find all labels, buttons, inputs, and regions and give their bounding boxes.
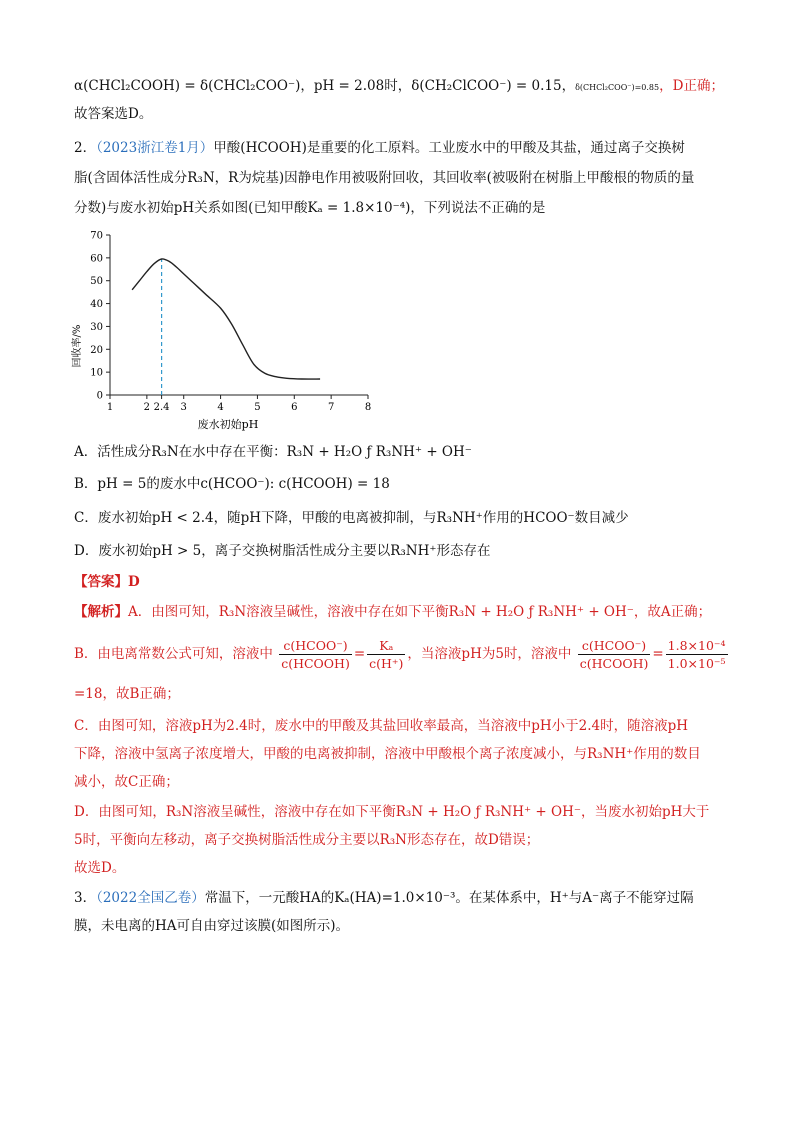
option-a: A．活性成分R₃N在水中存在平衡：R₃N + H₂O ƒ R₃NH⁺ + OH⁻ — [74, 444, 472, 460]
q2-number: 2． — [74, 140, 97, 156]
q2-stem-text1: 甲酸(HCOOH)是重要的化工原料。工业废水中的甲酸及其盐，通过离子交换树 — [213, 140, 685, 156]
x-tick-label: 8 — [364, 402, 372, 413]
prev-conclusion: 故答案选D。 — [74, 106, 153, 122]
x-tick-label: 6 — [291, 402, 298, 413]
y-tick-label: 30 — [90, 321, 103, 333]
q2-source: （2023浙江卷1月） — [96, 140, 214, 156]
explanation-c2: 下降，溶液中氢离子浓度增大，甲酸的电离被抑制，溶液中甲酸根个离子浓度减小，与R₃NH⁺作用的数目 — [74, 746, 701, 762]
option-d: D．废水初始pH > 5，离子交换树脂活性成分主要以R₃NH⁺形态存在 — [74, 543, 491, 559]
chart-axes — [110, 235, 368, 395]
prev-formula-small: δ(CHCl₂COO⁻)=0.85 — [575, 83, 660, 92]
explanation-c3: 减小，故C正确； — [74, 774, 179, 790]
answer-line: 【答案】D — [74, 574, 140, 590]
x-tick-label: 3 — [180, 402, 187, 413]
q3-source: （2022全国乙卷） — [96, 890, 205, 906]
fraction-1 — [279, 637, 352, 672]
x-tick-label: 2.4 — [153, 402, 170, 413]
chart-series — [132, 259, 320, 395]
option-b: B．pH = 5的废水中c(HCOO⁻): c(HCOOH) = 18 — [74, 476, 390, 492]
equals-sign: = — [353, 646, 366, 662]
y-tick-label: 40 — [90, 299, 103, 311]
y-tick-label: 0 — [96, 390, 103, 402]
x-tick-label: 5 — [254, 402, 261, 413]
fraction-2-num: Kₐ — [367, 637, 405, 655]
y-tick-label: 60 — [90, 253, 103, 265]
fraction-1-den: c(HCOOH) — [281, 656, 350, 671]
explanation-b-mid: ，当溶液pH为5时，溶液中 — [407, 646, 572, 662]
fraction-4 — [666, 637, 728, 672]
recovery-rate-chart — [66, 226, 386, 436]
q2-stem-line2: 脂(含固体活性成分R₃N，R为烷基)因静电作用被吸附回收，其回收率(被吸附在树脂上甲酸根的物质的量 — [74, 170, 695, 186]
fraction-4-num: 1.8×10⁻⁴ — [667, 638, 726, 653]
fraction-3 — [578, 637, 651, 672]
prev-d-correct: ，D正确； — [659, 78, 724, 94]
x-tick-label: 4 — [217, 402, 224, 413]
prev-formula-text: α(CHCl₂COOH) = δ(CHCl₂COO⁻)，pH = 2.08时，δ(CH₂ClCOO⁻) = 0.15， — [74, 78, 576, 94]
explanation-b-pre: B．由电离常数公式可知，溶液中 — [74, 646, 273, 662]
explanation-a — [74, 602, 711, 622]
q3-stem-line1 — [74, 888, 694, 908]
explanation-d2: 5时，平衡向左移动，离子交换树脂活性成分主要以R₃N形态存在，故D错误； — [74, 832, 540, 848]
q3-stem-line2: 膜，未电离的HA可自由穿过该膜(如图所示)。 — [74, 918, 350, 934]
y-tick-label: 70 — [90, 230, 103, 242]
x-tick-label: 2 — [143, 402, 151, 413]
explanation-b: B．由电离常数公式可知，溶液中 $\frac{\text{c(HCOO⁻)}}{\text{c(HCOOH)}}$ = $\frac{\text{Kₐ}}{c(H^+)}$ ，当溶液pH为5时，溶液中 $\frac{\text{c(HCOO⁻)}}{\text{c(HCOOH)}}$ = $\frac{\text{1.8×10⁻⁴}}{\text{1.0×10⁻⁵}}$ — [74, 638, 726, 671]
option-c: C．废水初始pH < 2.4，随pH下降，甲酸的电离被抑制，与R₃NH⁺作用的HCOO⁻数目减少 — [74, 510, 629, 526]
fraction-2-den: c(H⁺) — [369, 656, 404, 671]
x-tick-label: 7 — [327, 402, 335, 413]
recovery-curve — [132, 259, 320, 379]
chart-xlabel: 废水初始pH — [197, 418, 259, 431]
explanation-b-end: =18，故B正确； — [74, 686, 180, 702]
explanation-end: 故选D。 — [74, 860, 126, 876]
fraction-3-num: c(HCOO⁻) — [578, 637, 651, 655]
explanation-d1: D．由图可知，R₃N溶液呈碱性，溶液中存在如下平衡R₃N + H₂O ƒ R₃NH⁺ + OH⁻，当废水初始pH大于 — [74, 804, 710, 820]
q3-number: 3． — [74, 890, 97, 906]
q2-stem-line1 — [74, 138, 685, 158]
fraction-2 — [367, 637, 405, 672]
y-tick-label: 20 — [90, 344, 103, 356]
y-tick-label: 10 — [90, 367, 103, 379]
explanation-tag: 【解析】 — [74, 604, 128, 620]
explanation-c1: C．由图可知，溶液pH为2.4时，废水中的甲酸及其盐回收率最高，当溶液中pH小于2.4时，随溶液pH — [74, 718, 689, 734]
chart-ylabel: 回收率/% — [72, 324, 83, 368]
fraction-4-den: 1.0×10⁻⁵ — [667, 656, 726, 671]
q3-stem-text1: 常温下，一元酸HA的Kₐ(HA)=1.0×10⁻³。在某体系中，H⁺与A⁻离子不能穿过隔 — [204, 890, 694, 906]
x-tick-label: 1 — [106, 402, 114, 413]
explanation-a-text: A．由图可知，R₃N溶液呈碱性，溶液中存在如下平衡R₃N + H₂O ƒ R₃NH⁺ + OH⁻，故A正确； — [128, 604, 712, 620]
fraction-3-den: c(HCOOH) — [579, 656, 649, 671]
q2-stem-line3: 分数)与废水初始pH关系如图(已知甲酸Kₐ = 1.8×10⁻⁴)，下列说法不正确的是 — [74, 200, 546, 216]
y-tick-label: 50 — [90, 276, 103, 288]
prev-answer-line — [74, 76, 724, 98]
fraction-1-num: c(HCOO⁻) — [279, 637, 352, 655]
